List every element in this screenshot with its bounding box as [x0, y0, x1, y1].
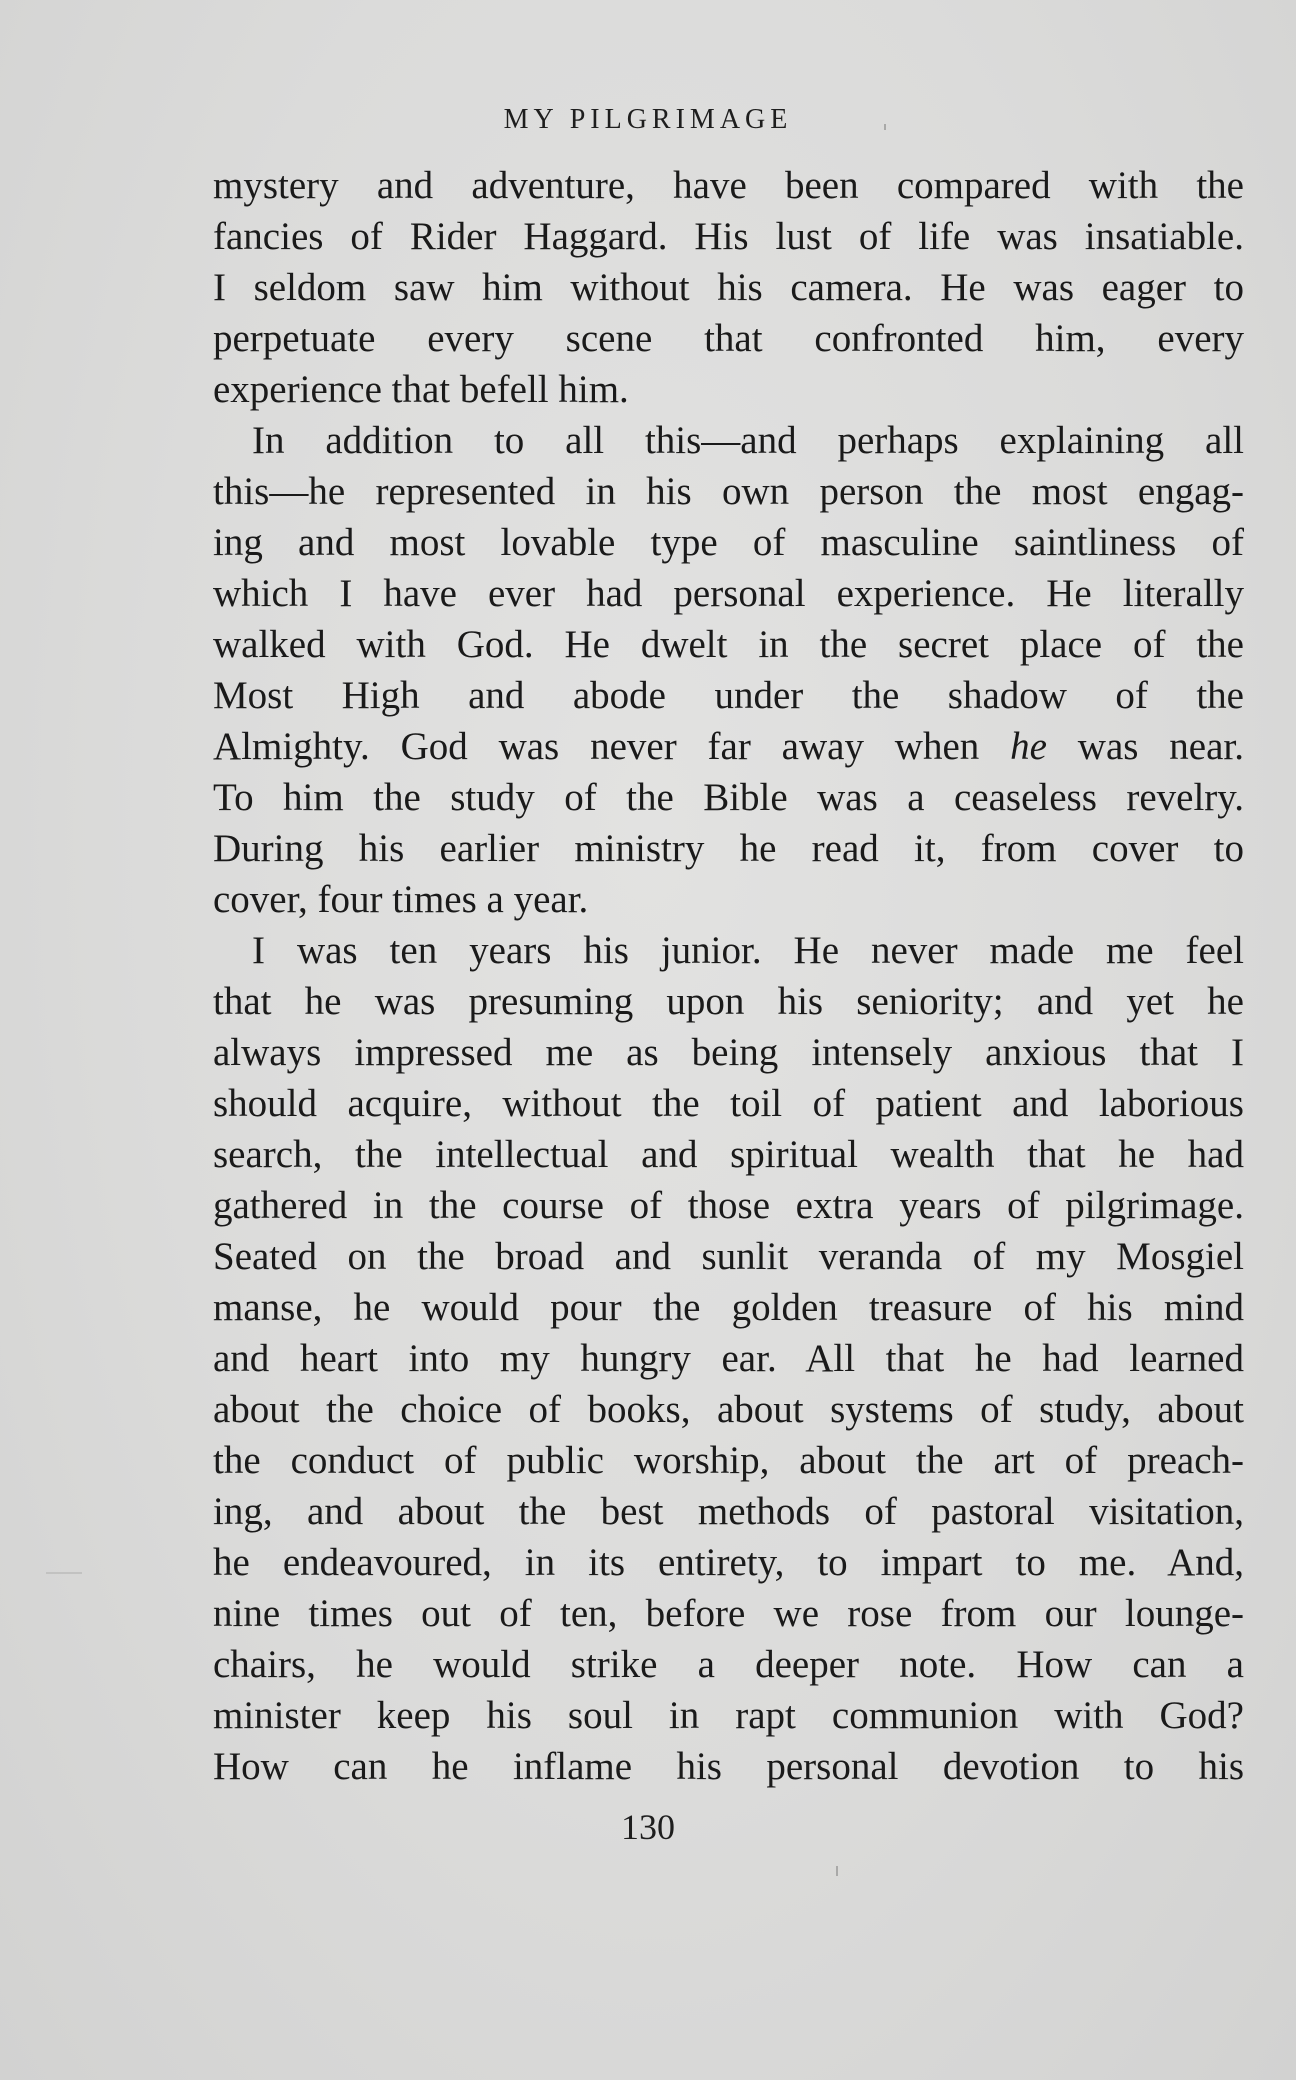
- text-line: always impressed me as being intensely anxious that I: [213, 1031, 1244, 1074]
- text-line: he endeavoured, in its entirety, to impart to me. And,: [213, 1541, 1244, 1584]
- text-line: which I have ever had personal experience. He literally: [213, 572, 1244, 615]
- text-line: should acquire, without the toil of patient and laborious: [213, 1082, 1244, 1125]
- text-line: that he was presuming upon his seniority; and yet he: [213, 980, 1244, 1023]
- text-line: minister keep his soul in rapt communion with God?: [213, 1694, 1244, 1737]
- text-line: To him the study of the Bible was a ceaseless revelry.: [213, 776, 1244, 819]
- body-text: [213, 160, 1244, 1792]
- paper-speck: [836, 1866, 838, 1876]
- text-line: I seldom saw him without his camera. He was eager to: [213, 266, 1244, 309]
- text-line: Seated on the broad and sunlit veranda of my Mosgiel: [213, 1235, 1244, 1278]
- text-line: this—he represented in his own person the most engag-: [213, 470, 1244, 513]
- running-head: MY PILGRIMAGE: [503, 104, 793, 135]
- text-line: manse, he would pour the golden treasure of his mind: [213, 1286, 1244, 1329]
- text-line: Most High and abode under the shadow of the: [213, 674, 1244, 717]
- text-line: search, the intellectual and spiritual wealth that he had: [213, 1133, 1244, 1176]
- text-line: about the choice of books, about systems of study, about: [213, 1388, 1244, 1431]
- italic-word: he: [1010, 725, 1047, 768]
- text-line: cover, four times a year.: [213, 878, 589, 921]
- page-number: 130: [621, 1807, 675, 1847]
- text-line: ing and most lovable type of masculine saintliness of: [213, 521, 1244, 564]
- text-line: ing, and about the best methods of pastoral visitation,: [213, 1490, 1244, 1533]
- text-line: chairs, he would strike a deeper note. How can a: [213, 1643, 1244, 1686]
- text-line: During his earlier ministry he read it, from cover to: [213, 827, 1244, 870]
- text-line: perpetuate every scene that confronted him, every: [213, 317, 1244, 360]
- text-line: gathered in the course of those extra years of pilgrimage.: [213, 1184, 1244, 1227]
- text-line: and heart into my hungry ear. All that he had learned: [213, 1337, 1244, 1380]
- text-line: How can he inflame his personal devotion to his: [213, 1745, 1244, 1788]
- text-line: mystery and adventure, have been compared with the: [213, 164, 1244, 207]
- text-line: the conduct of public worship, about the art of preach-: [213, 1439, 1244, 1482]
- text-line: fancies of Rider Haggard. His lust of life was insatiable.: [213, 215, 1244, 258]
- text-line: In addition to all this—and perhaps explaining all: [252, 419, 1244, 462]
- margin-mark: [46, 1572, 82, 1574]
- text-line: Almighty. God was never far away when he was near.: [213, 725, 1244, 768]
- text-line: walked with God. He dwelt in the secret place of the: [213, 623, 1244, 666]
- text-line: I was ten years his junior. He never made me feel: [252, 929, 1244, 972]
- text-line: nine times out of ten, before we rose from our lounge-: [213, 1592, 1244, 1635]
- text-line: experience that befell him.: [213, 368, 629, 411]
- paper-speck: [884, 124, 886, 130]
